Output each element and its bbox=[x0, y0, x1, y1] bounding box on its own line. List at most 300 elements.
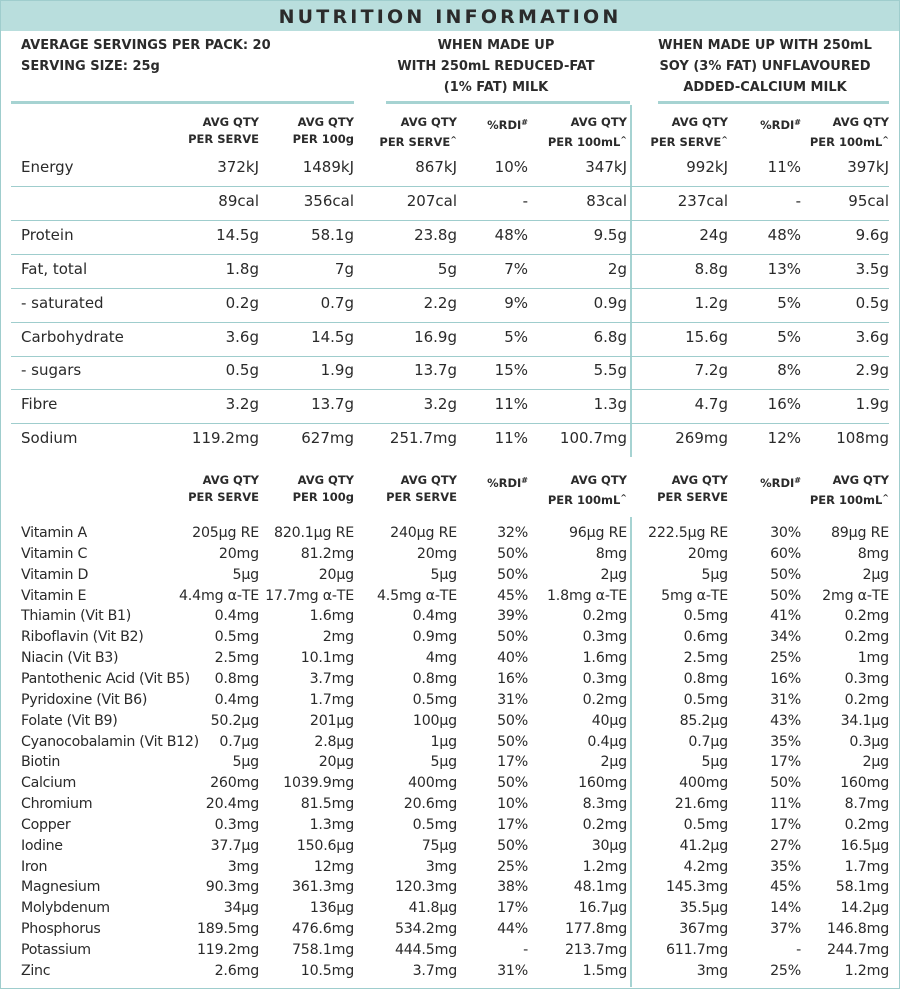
nutrient-value: 14.5g bbox=[311, 327, 354, 346]
vitamin-row bbox=[1, 711, 899, 731]
column-header-line-2: PER 100mL^ bbox=[547, 135, 627, 149]
vitamin-value: 2mg bbox=[322, 629, 354, 646]
vitamin-value: 0.5mg bbox=[412, 816, 457, 833]
vitamin-value: 16.5µg bbox=[840, 837, 889, 854]
vitamin-label: Iron bbox=[21, 858, 48, 875]
vitamin-label: Riboflavin (Vit B2) bbox=[21, 629, 144, 646]
vitamin-value: 222.5µg RE bbox=[648, 525, 728, 541]
vitamin-value: 0.8mg bbox=[412, 670, 457, 687]
vitamin-row bbox=[1, 919, 899, 939]
vitamin-value: 40µg bbox=[591, 712, 627, 729]
column-header bbox=[741, 472, 801, 492]
row-divider bbox=[11, 220, 889, 221]
nutrient-value: 5% bbox=[777, 293, 801, 312]
vitamin-value: 45% bbox=[497, 587, 528, 604]
vitamin-value: 611.7mg bbox=[665, 942, 728, 958]
nutrient-value: 100.7mg bbox=[559, 429, 627, 448]
vitamin-value: 1.6mg bbox=[309, 608, 354, 625]
nutrient-label: - sugars bbox=[21, 361, 82, 380]
vitamin-value: 400mg bbox=[679, 775, 728, 792]
vitamin-value: 20.4mg bbox=[205, 796, 259, 813]
header-divider-middle bbox=[386, 101, 630, 104]
vitamin-value: 2µg bbox=[862, 566, 889, 583]
nutrient-row bbox=[1, 226, 899, 248]
vitamin-value: 17% bbox=[770, 816, 801, 833]
nutrient-value: 15.6g bbox=[685, 327, 728, 346]
vitamin-value: 0.3mg bbox=[582, 670, 627, 687]
vitamin-value: 1.2mg bbox=[844, 962, 889, 979]
nutrient-value: 48% bbox=[494, 225, 528, 244]
vitamin-value: 0.3µg bbox=[849, 733, 889, 750]
nutrient-value: 23.8g bbox=[414, 225, 457, 244]
vitamin-row bbox=[1, 857, 899, 877]
vitamin-value: 38% bbox=[497, 879, 528, 896]
vitamin-value: 0.8mg bbox=[214, 670, 259, 687]
column-header-line-1: AVG QTY bbox=[832, 473, 889, 487]
vitamin-value: 119.2mg bbox=[196, 942, 259, 958]
vitamin-value: 3mg bbox=[696, 962, 728, 979]
vitamin-value: 160mg bbox=[840, 775, 889, 792]
vitamin-value: - bbox=[796, 942, 801, 958]
nutrient-value: 3.6g bbox=[855, 327, 889, 346]
vitamin-value: 5µg bbox=[232, 566, 259, 583]
vitamin-row bbox=[1, 565, 899, 585]
vitamin-value: 34µg bbox=[223, 900, 259, 917]
vitamin-value: 1mg bbox=[857, 650, 889, 667]
vitamin-value: 1.5mg bbox=[582, 962, 627, 979]
vitamin-label: Calcium bbox=[21, 775, 76, 792]
nutrient-value: 16% bbox=[767, 395, 801, 414]
vitamin-value: 45% bbox=[770, 879, 801, 896]
column-header bbox=[641, 472, 728, 506]
vitamin-value: - bbox=[523, 942, 528, 958]
vitamin-value: 50% bbox=[497, 545, 528, 562]
nutrient-value: 7% bbox=[504, 259, 528, 278]
nutrient-value: 5% bbox=[777, 327, 801, 346]
vitamin-value: 20mg bbox=[218, 545, 259, 562]
vitamin-value: 1.8mg α-TE bbox=[546, 587, 627, 604]
vitamin-value: 4.5mg α-TE bbox=[376, 587, 457, 604]
nutrient-value: 9.6g bbox=[855, 225, 889, 244]
nutrient-value: 3.2g bbox=[423, 395, 457, 414]
vitamin-value: 31% bbox=[497, 962, 528, 979]
header-divider-right bbox=[658, 101, 889, 104]
vitamin-label: Vitamin E bbox=[21, 587, 87, 604]
vitamin-value: 146.8mg bbox=[826, 921, 889, 938]
vitamin-value: 81.5mg bbox=[300, 796, 354, 813]
vitamin-value: 758.1mg bbox=[291, 942, 354, 958]
vitamin-row bbox=[1, 794, 899, 814]
soy-heading-line-2: SOY (3% FAT) UNFLAVOURED bbox=[659, 59, 871, 74]
vitamin-value: 0.2mg bbox=[844, 816, 889, 833]
vitamin-value: 4.4mg α-TE bbox=[178, 587, 259, 604]
vitamin-value: 0.9mg bbox=[412, 629, 457, 646]
vitamin-value: 50% bbox=[497, 566, 528, 583]
vitamin-value: 31% bbox=[770, 691, 801, 708]
vitamin-value: 41.2µg bbox=[679, 837, 728, 854]
vitamin-value: 32% bbox=[497, 525, 528, 541]
vitamin-value: 31% bbox=[497, 691, 528, 708]
nutrient-value: 237cal bbox=[677, 191, 728, 210]
vitamin-value: 20.6mg bbox=[403, 796, 457, 813]
vitamin-label: Copper bbox=[21, 816, 71, 833]
vitamin-label: Phosphorus bbox=[21, 921, 101, 938]
nutrient-value: 2.9g bbox=[855, 361, 889, 380]
column-header-line-1: AVG QTY bbox=[202, 115, 259, 129]
column-header bbox=[281, 114, 354, 148]
vitamin-value: 534.2mg bbox=[394, 921, 457, 938]
nutrient-value: 89cal bbox=[218, 191, 259, 210]
column-header bbox=[641, 114, 728, 151]
vitamin-value: 0.4mg bbox=[214, 608, 259, 625]
nutrient-value: 0.7g bbox=[320, 293, 354, 312]
vitamin-value: 85.2µg bbox=[679, 712, 728, 729]
nutrient-value: 4.7g bbox=[694, 395, 728, 414]
nutrient-value: 24g bbox=[699, 225, 728, 244]
nutrient-value: 3.6g bbox=[225, 327, 259, 346]
column-header-line-1: AVG QTY bbox=[297, 473, 354, 487]
column-header bbox=[181, 472, 259, 506]
vitamin-value: 0.4mg bbox=[412, 608, 457, 625]
nutrient-value: 0.2g bbox=[225, 293, 259, 312]
vitamin-value: 39% bbox=[497, 608, 528, 625]
nutrient-value: 1.8g bbox=[225, 259, 259, 278]
vitamin-value: 136µg bbox=[309, 900, 354, 917]
vitamin-value: 20µg bbox=[318, 566, 354, 583]
vitamin-value: 0.8mg bbox=[683, 670, 728, 687]
vitamin-value: 3mg bbox=[425, 858, 457, 875]
vitamin-value: 1.3mg bbox=[309, 816, 354, 833]
column-header-line-1: %RDI# bbox=[760, 476, 801, 490]
column-header bbox=[801, 472, 889, 509]
vitamin-value: 40% bbox=[497, 650, 528, 667]
vitamin-value: 34% bbox=[770, 629, 801, 646]
row-divider bbox=[11, 322, 889, 323]
vitamin-value: 444.5mg bbox=[394, 942, 457, 958]
column-header-line-2: PER SERVE bbox=[188, 490, 259, 504]
vitamin-row bbox=[1, 648, 899, 668]
nutrient-value: 627mg bbox=[301, 429, 354, 448]
vitamin-row bbox=[1, 815, 899, 835]
column-header-line-1: AVG QTY bbox=[671, 473, 728, 487]
nutrient-value: 207cal bbox=[406, 191, 457, 210]
vitamin-value: 8.3mg bbox=[582, 796, 627, 813]
column-header-line-2: PER 100mL^ bbox=[547, 493, 627, 507]
vitamin-value: 0.7µg bbox=[688, 733, 728, 750]
vitamin-value: 35% bbox=[770, 858, 801, 875]
column-header bbox=[371, 472, 457, 506]
nutrient-value: 1489kJ bbox=[302, 158, 354, 176]
nutrient-value: 992kJ bbox=[686, 158, 728, 176]
row-divider bbox=[11, 423, 889, 424]
vitamin-value: 0.2mg bbox=[582, 608, 627, 625]
nutrient-value: 6.8g bbox=[593, 327, 627, 346]
nutrient-value: 356cal bbox=[303, 191, 354, 210]
vitamin-value: 0.6mg bbox=[683, 629, 728, 646]
nutrient-value: 8% bbox=[777, 361, 801, 380]
vitamin-row bbox=[1, 544, 899, 564]
vitamin-value: 96µg RE bbox=[568, 525, 627, 541]
vitamin-value: 0.2mg bbox=[844, 608, 889, 625]
vitamin-value: 17% bbox=[497, 900, 528, 917]
vitamin-value: 17.7mg α-TE bbox=[265, 587, 354, 604]
vitamin-value: 145.3mg bbox=[665, 879, 728, 896]
vitamin-value: 0.4µg bbox=[587, 733, 627, 750]
vitamin-value: 20µg bbox=[318, 754, 354, 771]
nutrient-value: 5.5g bbox=[593, 361, 627, 380]
vitamin-value: 21.6mg bbox=[674, 796, 728, 813]
nutrient-value: 108mg bbox=[836, 429, 889, 448]
vitamin-label: Folate (Vit B9) bbox=[21, 712, 118, 729]
nutrient-value: 15% bbox=[494, 361, 528, 380]
vitamin-value: 5µg bbox=[701, 566, 728, 583]
nutrient-row bbox=[1, 294, 899, 316]
vitamin-value: 11% bbox=[770, 796, 801, 813]
vitamin-value: 41% bbox=[770, 608, 801, 625]
vitamin-row bbox=[1, 523, 899, 543]
vitamin-value: 16% bbox=[770, 670, 801, 687]
vitamin-value: 20mg bbox=[687, 545, 728, 562]
vitamin-value: 1.2mg bbox=[582, 858, 627, 875]
column-header-line-2: PER SERVE^ bbox=[379, 135, 457, 149]
nutrient-value: 7g bbox=[334, 259, 354, 278]
vitamin-value: 8.7mg bbox=[844, 796, 889, 813]
vitamin-value: 44% bbox=[497, 921, 528, 938]
vitamin-label: Cyanocobalamin (Vit B12) bbox=[21, 733, 199, 750]
vitamin-value: 34.1µg bbox=[840, 712, 889, 729]
nutrient-value: 5% bbox=[504, 327, 528, 346]
nutrient-row bbox=[1, 429, 899, 451]
vitamin-value: 17% bbox=[770, 754, 801, 771]
nutrient-value: 2g bbox=[607, 259, 627, 278]
nutrient-value: 12% bbox=[767, 429, 801, 448]
vitamin-label: Magnesium bbox=[21, 879, 101, 896]
nutrient-value: 0.5g bbox=[855, 293, 889, 312]
vitamin-value: 150.6µg bbox=[296, 837, 354, 854]
vitamin-value: 0.5mg bbox=[683, 816, 728, 833]
vitamin-row bbox=[1, 732, 899, 752]
vitamin-value: 50% bbox=[770, 587, 801, 604]
vitamin-value: 5µg bbox=[430, 566, 457, 583]
vitamin-value: 0.2mg bbox=[844, 691, 889, 708]
vitamin-value: 0.4mg bbox=[214, 691, 259, 708]
column-header-line-1: %RDI# bbox=[487, 118, 528, 132]
vitamin-label: Molybdenum bbox=[21, 900, 110, 917]
nutrient-label: Fibre bbox=[21, 395, 58, 414]
nutrient-value: 251.7mg bbox=[389, 429, 457, 448]
nutrient-value: 347kJ bbox=[585, 158, 627, 176]
vitamin-label: Iodine bbox=[21, 837, 63, 854]
vitamin-value: 2.5mg bbox=[214, 650, 259, 667]
vitamin-value: 50.2µg bbox=[210, 712, 259, 729]
vitamin-value: 1µg bbox=[430, 733, 457, 750]
column-header-line-2: PER 100mL^ bbox=[809, 135, 889, 149]
vitamin-value: 0.5mg bbox=[412, 691, 457, 708]
column-header-line-1: AVG QTY bbox=[570, 115, 627, 129]
vitamin-value: 60% bbox=[770, 545, 801, 562]
nutrient-value: 9.5g bbox=[593, 225, 627, 244]
nutrient-value: 5g bbox=[437, 259, 457, 278]
nutrient-value: 13% bbox=[767, 259, 801, 278]
column-header bbox=[541, 472, 627, 509]
soy-heading-line-1: WHEN MADE UP WITH 250mL bbox=[658, 38, 872, 53]
vitamin-value: 35.5µg bbox=[679, 900, 728, 917]
vitamin-label: Potassium bbox=[21, 942, 91, 958]
vitamin-value: 8mg bbox=[595, 545, 627, 562]
vitamin-value: 30µg bbox=[591, 837, 627, 854]
vitamin-value: 260mg bbox=[210, 775, 259, 792]
vitamin-value: 35% bbox=[770, 733, 801, 750]
nutrient-value: 1.9g bbox=[320, 361, 354, 380]
column-header-line-2: PER 100mL^ bbox=[809, 493, 889, 507]
vitamin-value: 50% bbox=[770, 566, 801, 583]
vitamin-value: 120.3mg bbox=[394, 879, 457, 896]
vitamin-value: 820.1µg RE bbox=[274, 525, 354, 541]
nutrient-value: 1.9g bbox=[855, 395, 889, 414]
nutrient-value: 2.2g bbox=[423, 293, 457, 312]
vitamin-value: 14% bbox=[770, 900, 801, 917]
vitamin-value: 8mg bbox=[857, 545, 889, 562]
vitamin-row bbox=[1, 836, 899, 856]
column-header-line-1: %RDI# bbox=[760, 118, 801, 132]
vitamin-value: 244.7mg bbox=[826, 942, 889, 958]
vitamin-label: Vitamin C bbox=[21, 545, 88, 562]
column-header-line-1: AVG QTY bbox=[570, 473, 627, 487]
vitamin-value: 12mg bbox=[313, 858, 354, 875]
vitamin-value: 90.3mg bbox=[205, 879, 259, 896]
vitamin-value: 5µg bbox=[232, 754, 259, 771]
vitamin-value: 2µg bbox=[600, 754, 627, 771]
column-header bbox=[281, 472, 354, 506]
reduced-fat-heading-line-3: (1% FAT) MILK bbox=[443, 80, 549, 95]
vitamin-value: 16% bbox=[497, 670, 528, 687]
vitamin-value: 3.7mg bbox=[309, 670, 354, 687]
serving-size: SERVING SIZE: 25g bbox=[21, 59, 160, 74]
column-header-line-2: PER SERVE^ bbox=[650, 135, 728, 149]
vitamin-row bbox=[1, 627, 899, 647]
vitamin-value: 0.3mg bbox=[582, 629, 627, 646]
vitamin-value: 50% bbox=[497, 712, 528, 729]
nutrient-value: 372kJ bbox=[217, 158, 259, 176]
vitamin-value: 400mg bbox=[408, 775, 457, 792]
nutrient-label: Sodium bbox=[21, 429, 78, 448]
vitamin-value: 50% bbox=[497, 775, 528, 792]
vitamin-value: 0.2mg bbox=[582, 816, 627, 833]
nutrient-value: 0.5g bbox=[225, 361, 259, 380]
vitamin-value: 17% bbox=[497, 816, 528, 833]
vitamin-value: 37.7µg bbox=[210, 837, 259, 854]
vitamin-value: 25% bbox=[770, 962, 801, 979]
vitamin-value: 16.7µg bbox=[578, 900, 627, 917]
vitamin-value: 27% bbox=[770, 837, 801, 854]
header-divider-left bbox=[11, 101, 354, 104]
vitamin-value: 2.8µg bbox=[314, 733, 354, 750]
column-header-line-1: AVG QTY bbox=[400, 473, 457, 487]
nutrient-row bbox=[1, 192, 899, 214]
nutrient-row bbox=[1, 260, 899, 282]
vitamin-label: Pantothenic Acid (Vit B5) bbox=[21, 670, 190, 687]
vitamin-value: 0.3mg bbox=[844, 670, 889, 687]
column-header bbox=[541, 114, 627, 151]
nutrient-value: 397kJ bbox=[847, 158, 889, 176]
vitamin-value: 4mg bbox=[425, 650, 457, 667]
vitamin-value: 0.3mg bbox=[214, 816, 259, 833]
nutrient-label: Fat, total bbox=[21, 259, 88, 278]
vitamin-value: 367mg bbox=[679, 921, 728, 938]
vitamin-label: Pyridoxine (Vit B6) bbox=[21, 691, 148, 708]
vitamin-value: 100µg bbox=[412, 712, 457, 729]
vitamin-value: 177.8mg bbox=[564, 921, 627, 938]
vitamin-row bbox=[1, 690, 899, 710]
vitamin-row bbox=[1, 586, 899, 606]
nutrient-value: 3.5g bbox=[855, 259, 889, 278]
vitamin-value: 201µg bbox=[309, 712, 354, 729]
vitamin-value: 5mg α-TE bbox=[661, 587, 728, 604]
vitamin-value: 5µg bbox=[701, 754, 728, 771]
column-header-line-2: PER SERVE bbox=[657, 490, 728, 504]
vitamin-row bbox=[1, 898, 899, 918]
column-header-line-1: AVG QTY bbox=[832, 115, 889, 129]
reduced-fat-heading-line-1: WHEN MADE UP bbox=[437, 38, 555, 53]
vitamin-value: 240µg RE bbox=[390, 525, 457, 541]
vitamin-value: 5µg bbox=[430, 754, 457, 771]
nutrient-value: 10% bbox=[494, 158, 528, 176]
column-header bbox=[471, 114, 528, 134]
nutrient-row bbox=[1, 361, 899, 383]
vitamin-value: 25% bbox=[497, 858, 528, 875]
nutrient-value: 11% bbox=[767, 158, 801, 176]
vitamin-value: 205µg RE bbox=[192, 525, 259, 541]
panel-title: NUTRITION INFORMATION bbox=[278, 6, 622, 28]
nutrient-value: 83cal bbox=[586, 191, 627, 210]
vitamin-label: Biotin bbox=[21, 754, 61, 771]
nutrient-value: 1.3g bbox=[593, 395, 627, 414]
nutrient-label: Energy bbox=[21, 158, 74, 176]
vitamin-label: Niacin (Vit B3) bbox=[21, 650, 119, 667]
column-header bbox=[471, 472, 528, 492]
vitamin-value: 37% bbox=[770, 921, 801, 938]
column-header-line-2: PER SERVE bbox=[188, 132, 259, 146]
vitamin-value: 43% bbox=[770, 712, 801, 729]
vitamin-label: Vitamin A bbox=[21, 525, 87, 541]
nutrient-value: 3.2g bbox=[225, 395, 259, 414]
nutrient-value: 7.2g bbox=[694, 361, 728, 380]
column-header bbox=[741, 114, 801, 134]
nutrient-row bbox=[1, 158, 899, 180]
vitamin-value: 10.5mg bbox=[300, 962, 354, 979]
vitamin-value: 0.2mg bbox=[582, 691, 627, 708]
vitamin-row bbox=[1, 752, 899, 772]
vitamin-value: 10.1mg bbox=[300, 650, 354, 667]
vitamin-value: 2.5mg bbox=[683, 650, 728, 667]
column-header-line-2: PER 100g bbox=[292, 132, 354, 146]
nutrient-row bbox=[1, 395, 899, 417]
vitamin-value: 0.7µg bbox=[219, 733, 259, 750]
vitamin-value: 1.7mg bbox=[309, 691, 354, 708]
column-header bbox=[371, 114, 457, 151]
nutrient-value: 13.7g bbox=[311, 395, 354, 414]
vitamin-row bbox=[1, 669, 899, 689]
vitamin-label: Chromium bbox=[21, 796, 93, 813]
nutrient-value: 9% bbox=[504, 293, 528, 312]
vitamin-value: 50% bbox=[497, 629, 528, 646]
vitamin-value: 4.2mg bbox=[683, 858, 728, 875]
nutrient-value: 867kJ bbox=[415, 158, 457, 176]
vitamin-value: 213.7mg bbox=[564, 942, 627, 958]
column-header-line-2: PER SERVE bbox=[386, 490, 457, 504]
vitamin-value: 50% bbox=[497, 733, 528, 750]
vitamin-value: 81.2mg bbox=[300, 545, 354, 562]
